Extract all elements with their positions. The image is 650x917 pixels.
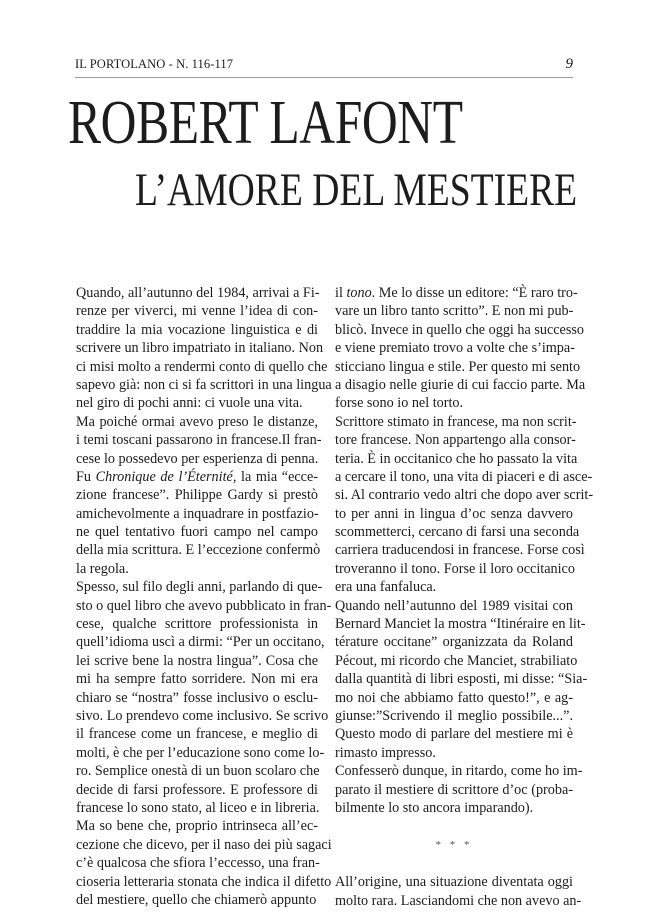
text-line: c’è qualcosa che sfiora l’eccesso, una fran- [76,855,320,872]
running-header [75,57,573,75]
text-line: cioseria letteraria stonata che indica il difetto [76,873,332,890]
article-author: ROBERT LAFONT [68,89,463,157]
text-line: mo noi che abbiamo fatto questo!”, e ag- [335,689,573,706]
text-line: dalla quantità di libri esposti, mi disse: “Sia- [335,671,588,688]
header-rule [75,77,573,78]
text-line: il francese come un francese, e meglio di [76,726,318,743]
text-line: Questo modo di parlare del mestiere mi è [335,726,573,743]
text-line: giunse:”Scrivendo il meglio possibile...”. [335,707,573,724]
text-column-right [335,284,594,910]
text-line: sto o quel libro che avevo pubblicato in fran- [76,597,332,614]
text-line: francese lo sono stato, al liceo e in libreria. [76,799,320,816]
text-line: Quando, all’autunno del 1984, arrivai a Fi- [76,285,320,301]
text-line: cese, qualche scrittore professionista in [76,616,318,633]
text-line: vare un libro tanto scritto”. E non mi pub- [335,303,574,320]
text-line: parato il mestiere di scrittore d’oc (proba- [335,781,573,798]
text-line: térature occitane” organizzata da Roland [335,634,573,651]
text-line: mi ha sempre fatto sorridere. Non mi era [76,671,318,688]
section-separator: * * * [435,839,473,852]
text-line: amichevolmente a inquadrare in postfazio- [76,505,319,522]
text-line: tore francese. Non appartengo alla consor- [335,432,576,449]
text-line: si. Al contrario vedo altri che dopo aver scrit- [335,487,594,504]
journal-title: IL PORTOLANO - N. 116-117 [75,57,234,71]
text-line: era una fanfaluca. [335,579,437,596]
text-line: to per anni in lingua d’oc senza davvero [335,505,573,522]
text-line: Pécout, mi ricordo che Manciet, strabiliato [335,652,578,669]
text-line: renze per viverci, mi venne l’idea di con- [76,303,318,320]
text-line: teria. È in occitanico che ho passato la vita [335,450,578,467]
text-line: molti, è che per l’educazione sono come lo- [76,744,325,761]
text-line: la regola. [76,560,129,577]
text-line: molto rara. Lasciandomi che non avevo an- [335,892,582,909]
text-line: a disagio nelle giurie di cui faccio parte. Ma [335,376,586,393]
text-line: sapevo già: non ci si fa scrittori in una lingua [76,376,332,393]
text-line: scrivere un libro impatriato in italiano. Non [76,340,324,357]
text-line: cese lo possedevo per esperienza di penna. [76,450,319,467]
text-line: traddire la mia vocazione linguistica e di [76,321,318,338]
text-line: decide di farsi professore. E professore di [76,781,318,798]
text-line: ne quel tentativo fuori campo nel campo [76,524,318,541]
text-line: carriera traducendosi in francese. Forse così [335,542,585,559]
text-line: Ma poiché ormai avevo preso le distanze, [76,413,318,430]
text-line: a cercare il tono, una vita di piaceri e di asce- [335,468,593,485]
text-column-left [76,284,332,909]
text-line: Quando nell’autunno del 1989 visitai con [335,597,573,614]
page-number: 9 [565,56,573,72]
text-line: quell’idioma uscì a dirmi: “Per un occitano, [76,634,325,651]
text-line: All’origine, una situazione diventata oggi [335,874,573,891]
text-line: rimasto impresso. [335,744,436,761]
text-line: Fu Chronique de l’Éternité, la mia “ecce- [76,468,318,485]
text-line: chiaro se “nostra” fosse inclusivo o esclu- [76,689,318,706]
text-line: Bernard Manciet la mostra “Itinéraire en lit- [335,616,586,633]
text-line: ci misi molto a rendermi conto di quello che [76,358,328,375]
text-line: forse sono io nel torto. [335,395,464,412]
text-line: bilmente lo sto ancora imparando). [335,799,534,816]
text-line: della mia scrittura. E l’eccezione confermò [76,542,321,559]
text-line: sticciano lingua e stile. Per questo mi sento [335,358,581,375]
article-title: L’AMORE DEL MESTIERE [135,164,578,216]
text-line: Scrittore stimato in francese, ma non scrit- [335,413,577,430]
text-line: troveranno il tono. Forse il loro occitanico [335,560,575,577]
text-line: scommetterci, cercano di farsi una seconda [335,524,580,541]
text-line: zione francese”. Philippe Gardy si prestò [76,487,318,504]
text-line: sivo. Lo prendevo come inclusivo. Se scrivo [76,707,329,724]
text-line: blicò. Invece in quello che oggi ha successo [335,321,584,338]
text-line: Spesso, sul filo degli anni, parlando di que- [76,579,323,596]
text-line: e viene premiato trovo a volte che s’impa- [335,340,575,357]
text-line: il tono. Me lo disse un editore: “È raro tro- [335,285,578,301]
text-line: i temi toscani passarono in francese.Il fran- [76,432,322,449]
text-line: Ma so bene che, proprio intrinseca all’ec- [76,818,318,835]
text-line: cezione che dicevo, per il naso dei più sagaci [76,836,332,853]
text-line: ro. Semplice onestà di un buon scolaro che [76,763,320,780]
text-line: nel giro di pochi anni: ci vuole una vita. [76,395,303,412]
text-line: lei scrive bene la nostra lingua”. Cosa che [76,652,318,669]
text-line: del mestiere, quello che chiamerò appunto [76,891,317,908]
text-line: Confesserò dunque, in ritardo, come ho im- [335,763,583,780]
